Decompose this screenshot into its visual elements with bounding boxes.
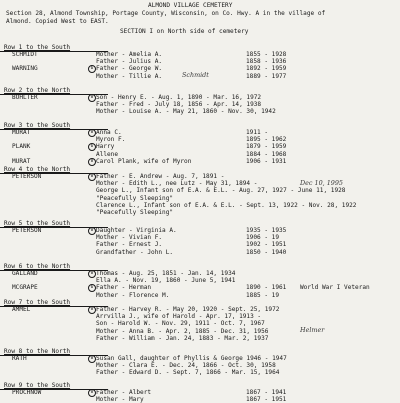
grave-marker-number bbox=[88, 173, 96, 181]
circled-number: 8 bbox=[88, 270, 96, 278]
row-header: Row 9 to the South bbox=[4, 382, 71, 389]
family-name: RATH bbox=[12, 355, 27, 362]
grave-marker-number bbox=[88, 306, 96, 314]
family-name: WARNING bbox=[12, 65, 38, 73]
entry-dates: 1889 - 1977 bbox=[246, 72, 287, 80]
entry-text: Allene bbox=[96, 150, 119, 158]
entry-text: Father - George W. bbox=[96, 65, 163, 73]
entry-text: Father - Albert bbox=[96, 389, 152, 396]
family-name: BOHLTER bbox=[12, 94, 38, 101]
row-header: Row 2 to the North bbox=[4, 87, 71, 94]
entry-text: Father - Edward D. - Sept. 7, 1866 - Mar. 15, 1964 bbox=[96, 369, 280, 377]
circled-number: 6 bbox=[88, 143, 96, 151]
entry-dates: 1850 - 1940 bbox=[246, 248, 287, 256]
grave-marker-number bbox=[88, 158, 96, 166]
entry-text: Mother - Vivian F. bbox=[96, 234, 163, 242]
entry-text: Father - Fred - July 18, 1856 - Apr. 14, 1938 bbox=[96, 101, 262, 109]
row-header: Row 1 to the South bbox=[4, 44, 71, 51]
circled-number: 8 bbox=[88, 389, 96, 397]
row-header: Row 3 to the South bbox=[4, 122, 71, 129]
entry-dates: 1906 - 19 bbox=[246, 234, 280, 242]
grave-marker-number bbox=[88, 94, 96, 102]
entry-text: Harry bbox=[96, 143, 115, 151]
family-name: PETERSON bbox=[12, 173, 42, 180]
entry-text: Father - Harvey R. - May 20, 1920 - Sept. 25, 1972 bbox=[96, 306, 280, 313]
circled-number: 8 bbox=[88, 355, 96, 363]
intro-line-1: Section 28, Almond Township, Portage County, Wisconsin, on Co. Hwy. A in the village of bbox=[6, 10, 326, 17]
entry-text: Daughter - Virginia A. bbox=[96, 227, 177, 234]
circled-number: 8 bbox=[88, 94, 96, 102]
row-header: Row 5 to the South bbox=[4, 220, 71, 227]
entry-text: Mother - Amelia A. bbox=[96, 51, 163, 58]
family-name: MURAT bbox=[12, 129, 31, 136]
entry-text: Carol Plank, wife of Myron bbox=[96, 157, 192, 165]
family-name: MURAT bbox=[12, 157, 31, 165]
family-name: GALLAND bbox=[12, 270, 38, 277]
row-header: Row 8 to the North bbox=[4, 348, 71, 355]
entry-text: Ella A. - Nov. 19, 1860 - June 5, 1941 bbox=[96, 277, 236, 285]
entry-text: Myron F. bbox=[96, 136, 126, 144]
entry-text: Mother - Clara E. - Dec. 24, 1866 - Oct. 30, 1958 bbox=[96, 362, 276, 370]
family-name: PLANK bbox=[12, 143, 31, 151]
entry-dates: 1879 - 1959 bbox=[246, 143, 287, 151]
entry-dates: 1935 - 1935 bbox=[246, 227, 287, 234]
entry-text: Father - Julius A. bbox=[96, 58, 163, 66]
entry-text: Clarence L., Infant son of E.A. & E.L. - Sept. 13, 1922 - Nov. 28, 1922 bbox=[96, 201, 357, 209]
handwritten-note: Dec 10, 1995 bbox=[300, 178, 343, 187]
entry-dates: 1902 - 1951 bbox=[246, 241, 287, 249]
entry-dates: 1885 - 19 bbox=[246, 291, 280, 299]
entry-text: Mother - Louise A. - May 21, 1860 - Nov. 30, 1942 bbox=[96, 108, 276, 116]
circled-number: 8 bbox=[88, 173, 96, 181]
grave-marker-number bbox=[88, 389, 96, 397]
grave-marker-number bbox=[88, 355, 96, 363]
entry-dates: 1867 - 1951 bbox=[246, 396, 287, 403]
family-name: AMMEL bbox=[12, 306, 31, 313]
grave-marker-number bbox=[88, 65, 96, 73]
entry-dates: 1867 - 1941 bbox=[246, 389, 287, 396]
entry-text: Son - Harold W. - Nov. 29, 1911 - Oct. 7, 1967 bbox=[96, 320, 265, 328]
row-header: Row 4 to the North bbox=[4, 166, 71, 173]
entry-extra: World War I Veteran bbox=[300, 284, 370, 292]
entry-text: Mother - Anna B. - Apr. 2, 1885 - Dec. 31, 1956 bbox=[96, 327, 269, 335]
entry-dates: 1855 - 1928 bbox=[246, 51, 287, 58]
circled-number: 8 bbox=[88, 129, 96, 137]
row-header: Row 6 to the North bbox=[4, 263, 71, 270]
page-title: ALMOND VILLAGE CEMETERY bbox=[148, 2, 233, 9]
handwritten-note: Schmidt bbox=[182, 71, 209, 80]
entry-text: Mother - Florence M. bbox=[96, 291, 170, 299]
entry-text: "Peacefully Sleeping" bbox=[96, 209, 174, 216]
circled-number: 8 bbox=[88, 227, 96, 235]
circled-number: 8 bbox=[88, 158, 96, 166]
family-name: PETERSON bbox=[12, 227, 42, 234]
family-name: PROCHNOW bbox=[12, 389, 42, 396]
entry-text: Father - E. Andrew - Aug. 7, 1891 - bbox=[96, 173, 225, 180]
entry-text: "Peacefully Sleeping" bbox=[96, 194, 174, 202]
entry-text: Father - Herman bbox=[96, 284, 152, 292]
entry-dates: 1884 - 1968 bbox=[246, 150, 287, 158]
entry-text: George L., Infant son of E.A. & E.L. - Aug. 27, 1927 - June 11, 1928 bbox=[96, 187, 346, 195]
entry-dates: 1911 - bbox=[246, 129, 269, 136]
circled-number: 6 bbox=[88, 65, 96, 73]
grave-marker-number bbox=[88, 270, 96, 278]
family-name: MCGRAPE bbox=[12, 284, 38, 292]
entry-text: Son - Henry E. - Aug. 1, 1890 - Mar. 16, 1972 bbox=[96, 94, 262, 101]
circled-number: 8 bbox=[88, 306, 96, 314]
entry-text: Susan Gall, daughter of Phyllis & George 1946 - 1947 bbox=[96, 355, 287, 362]
entry-dates: 1892 - 1959 bbox=[246, 65, 287, 73]
entry-text: Anna C. bbox=[96, 129, 122, 136]
entry-text: Mother - Mary bbox=[96, 396, 144, 403]
grave-marker-number bbox=[88, 129, 96, 137]
section-title: SECTION I on North side of cemetery bbox=[120, 28, 249, 35]
grave-marker-number bbox=[88, 143, 96, 151]
grave-marker-number bbox=[88, 227, 96, 235]
entry-dates: 1895 - 1962 bbox=[246, 136, 287, 144]
entry-dates: 1858 - 1936 bbox=[246, 58, 287, 66]
row-header: Row 7 to the South bbox=[4, 299, 71, 306]
family-name: SCHMIDT bbox=[12, 51, 38, 58]
entry-text: Father - William - Jan. 24, 1883 - Mar. 2, 1937 bbox=[96, 334, 269, 342]
entry-text: Father - Ernest J. bbox=[96, 241, 163, 249]
entry-text: Grandfather - John L. bbox=[96, 248, 174, 256]
grave-marker-number bbox=[88, 284, 96, 292]
circled-number: 6 bbox=[88, 284, 96, 292]
entry-text: Arrvilla J., wife of Harold - Apr. 17, 1913 - bbox=[96, 313, 262, 321]
entry-dates: 1906 - 1931 bbox=[246, 157, 287, 165]
entry-dates: 1890 - 1961 bbox=[246, 284, 287, 292]
intro-line-2: Almond. Copied West to EAST. bbox=[6, 18, 109, 25]
handwritten-note: Helmer bbox=[300, 326, 325, 335]
entry-text: Mother - Tillie A. bbox=[96, 72, 163, 80]
entry-text: Mother - Edith L., nee Lutz - May 31, 1894 - bbox=[96, 180, 258, 188]
entry-text: Thomas - Aug. 25, 1851 - Jan. 14, 1934 bbox=[96, 270, 236, 277]
